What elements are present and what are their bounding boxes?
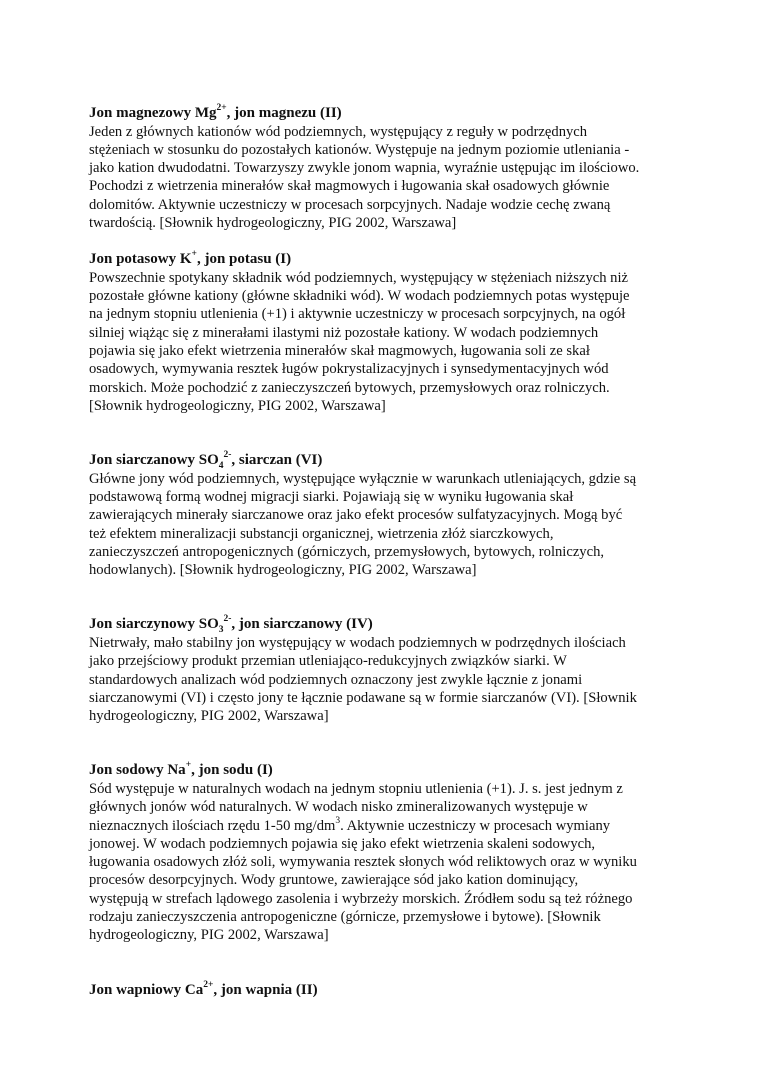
entry-title [89, 250, 679, 269]
charge-superscript: 2+ [203, 979, 214, 990]
entry-calcium [89, 981, 679, 1000]
spacer [89, 232, 679, 250]
entry-title [89, 451, 679, 470]
entry-sulfite [89, 615, 679, 725]
title-suffix: , jon sodu (I) [191, 762, 273, 779]
entry-title [89, 981, 679, 1000]
title-text: Jon magnezowy Mg [89, 105, 217, 121]
charge-superscript: + [191, 249, 197, 260]
body-text-continued: . Aktywnie uczestniczy w procesach wymiany jonowej. W wodach podziemnych pojawia się jako efekt wietrzenia skaleni sodowych, ługowania osadowych złóż soli, wymywania resztek słonych wód reliktowych oraz w wyniku procesów desorpcyjnych. Wody gruntowe, zawierające sód jako kation dominujący, występują w strefach lądowego zasolenia i wybrzeży morskich. Źródłem sodu są też różnego rodzaju zanieczyszczenia antropogeniczne (górnicze, przemysłowe i bytowe). [Słownik hydrogeologiczny, PIG 2002, Warszawa] [89, 817, 637, 944]
entry-title [89, 104, 679, 123]
unit-superscript: 3 [335, 815, 341, 826]
title-text: Jon siarczynowy SO [89, 616, 219, 633]
entry-body: Powszechnie spotykany składnik wód podziemnych, występujący w stężeniach niższych niż pozostałe główne kationy (główne składniki wód). W wodach podziemnych potas występuje na jednym stopniu utlenienia (+1) i aktywnie uczestniczy w procesach sorpcyjnych, na ogół silniej wiążąc się z minerałami ilastymi niż pozostałe kationy. W wodach podziemnych pojawia się jako efekt wietrzenia minerałów skał magmowych, ługowania soli ze skał osadowych, wymywania resztek ługów pokrystalizacyjnych i synsedymentacyjnych wód morskich. Może pochodzić z zanieczyszczeń bytowych, przemysłowych oraz rolniczych. [Słownik hydrogeologiczny, PIG 2002, Warszawa] [89, 269, 630, 414]
formula-subscript: 4 [218, 461, 224, 472]
entry-magnesium [89, 104, 679, 232]
formula-subscript: 3 [218, 625, 224, 636]
title-suffix: , siarczan (VI) [231, 452, 323, 469]
entry-sodium [89, 761, 679, 944]
title-text: Jon wapniowy Ca [89, 981, 204, 998]
entry-body [89, 780, 679, 945]
spacer [89, 579, 679, 615]
title-text: Jon siarczanowy SO [89, 452, 219, 469]
entry-body: Nietrwały, mało stabilny jon występujący w wodach podziemnych w podrzędnych ilościach jako przejściowy produkt przemian utleniająco-redukcyjnych związków siarki. W standardowych analizach wód podziemnych oznaczony jest zwykle łącznie z jonami siarczanowymi (VI) i często jony te łącznie podawane są w formie siarczanów (VI). [Słownik hydrogeologiczny, PIG 2002, Warszawa] [89, 634, 637, 725]
entry-title [89, 615, 679, 634]
charge-superscript: 2+ [216, 103, 227, 113]
entry-potassium [89, 250, 679, 415]
spacer [89, 945, 679, 981]
spacer [89, 725, 679, 761]
entry-sulfate [89, 451, 679, 579]
title-text: Jon potasowy K [89, 251, 192, 268]
entry-title [89, 761, 679, 780]
title-suffix: , jon siarczanowy (IV) [231, 616, 373, 633]
charge-superscript: + [185, 760, 192, 771]
title-suffix: , jon wapnia (II) [213, 981, 318, 998]
charge-superscript: 2- [223, 614, 232, 625]
body-text: Sód występuje w naturalnych wodach na jednym stopniu utlenienia (+1). J. s. jest jednym z głównych jonów wód naturalnych. W wodach nisko zmineralizowanych występuje w nieznacznych ilościach rzędu 1-50 mg/dm [89, 780, 623, 834]
title-suffix: , jon magnezu (II) [226, 105, 342, 121]
title-suffix: , jon potasu (I) [196, 251, 292, 268]
charge-superscript: 2- [223, 450, 232, 461]
title-text: Jon sodowy Na [89, 762, 186, 779]
entry-body: Jeden z głównych kationów wód podziemnych, występujący z reguły w podrzędnych stężeniach w stosunku do pozostałych kationów. Występuje na jednym poziomie utleniania - jako kation dwudodatni. Towarzyszy zwykle jonom wapnia, wyraźnie ustępując im ilościowo. Pochodzi z wietrzenia minerałów skał magmowych i ługowania skał osadowych głównie dolomitów. Aktywnie uczestniczy w procesach sorpcyjnych. Nadaje wodzie cechę zwaną twardością. [Słownik hydrogeologiczny, PIG 2002, Warszawa] [89, 123, 640, 231]
entry-body: Główne jony wód podziemnych, występujące wyłącznie w warunkach utleniających, gdzie są podstawową formą wodnej migracji siarki. Pojawiają się w wyniku ługowania skał zawierających minerały siarczanowe oraz jako efekt procesów sulfatyzacyjnych. Mogą być też efektem mineralizacji substancji organicznej, wietrzenia złóż siarczkowych, zanieczyszczeń antropogenicznych (górniczych, przemysłowych, bytowych, rolniczych, hodowlanych). [Słownik hydrogeologiczny, PIG 2002, Warszawa] [89, 470, 637, 579]
document-page [89, 104, 679, 999]
spacer [89, 415, 679, 451]
